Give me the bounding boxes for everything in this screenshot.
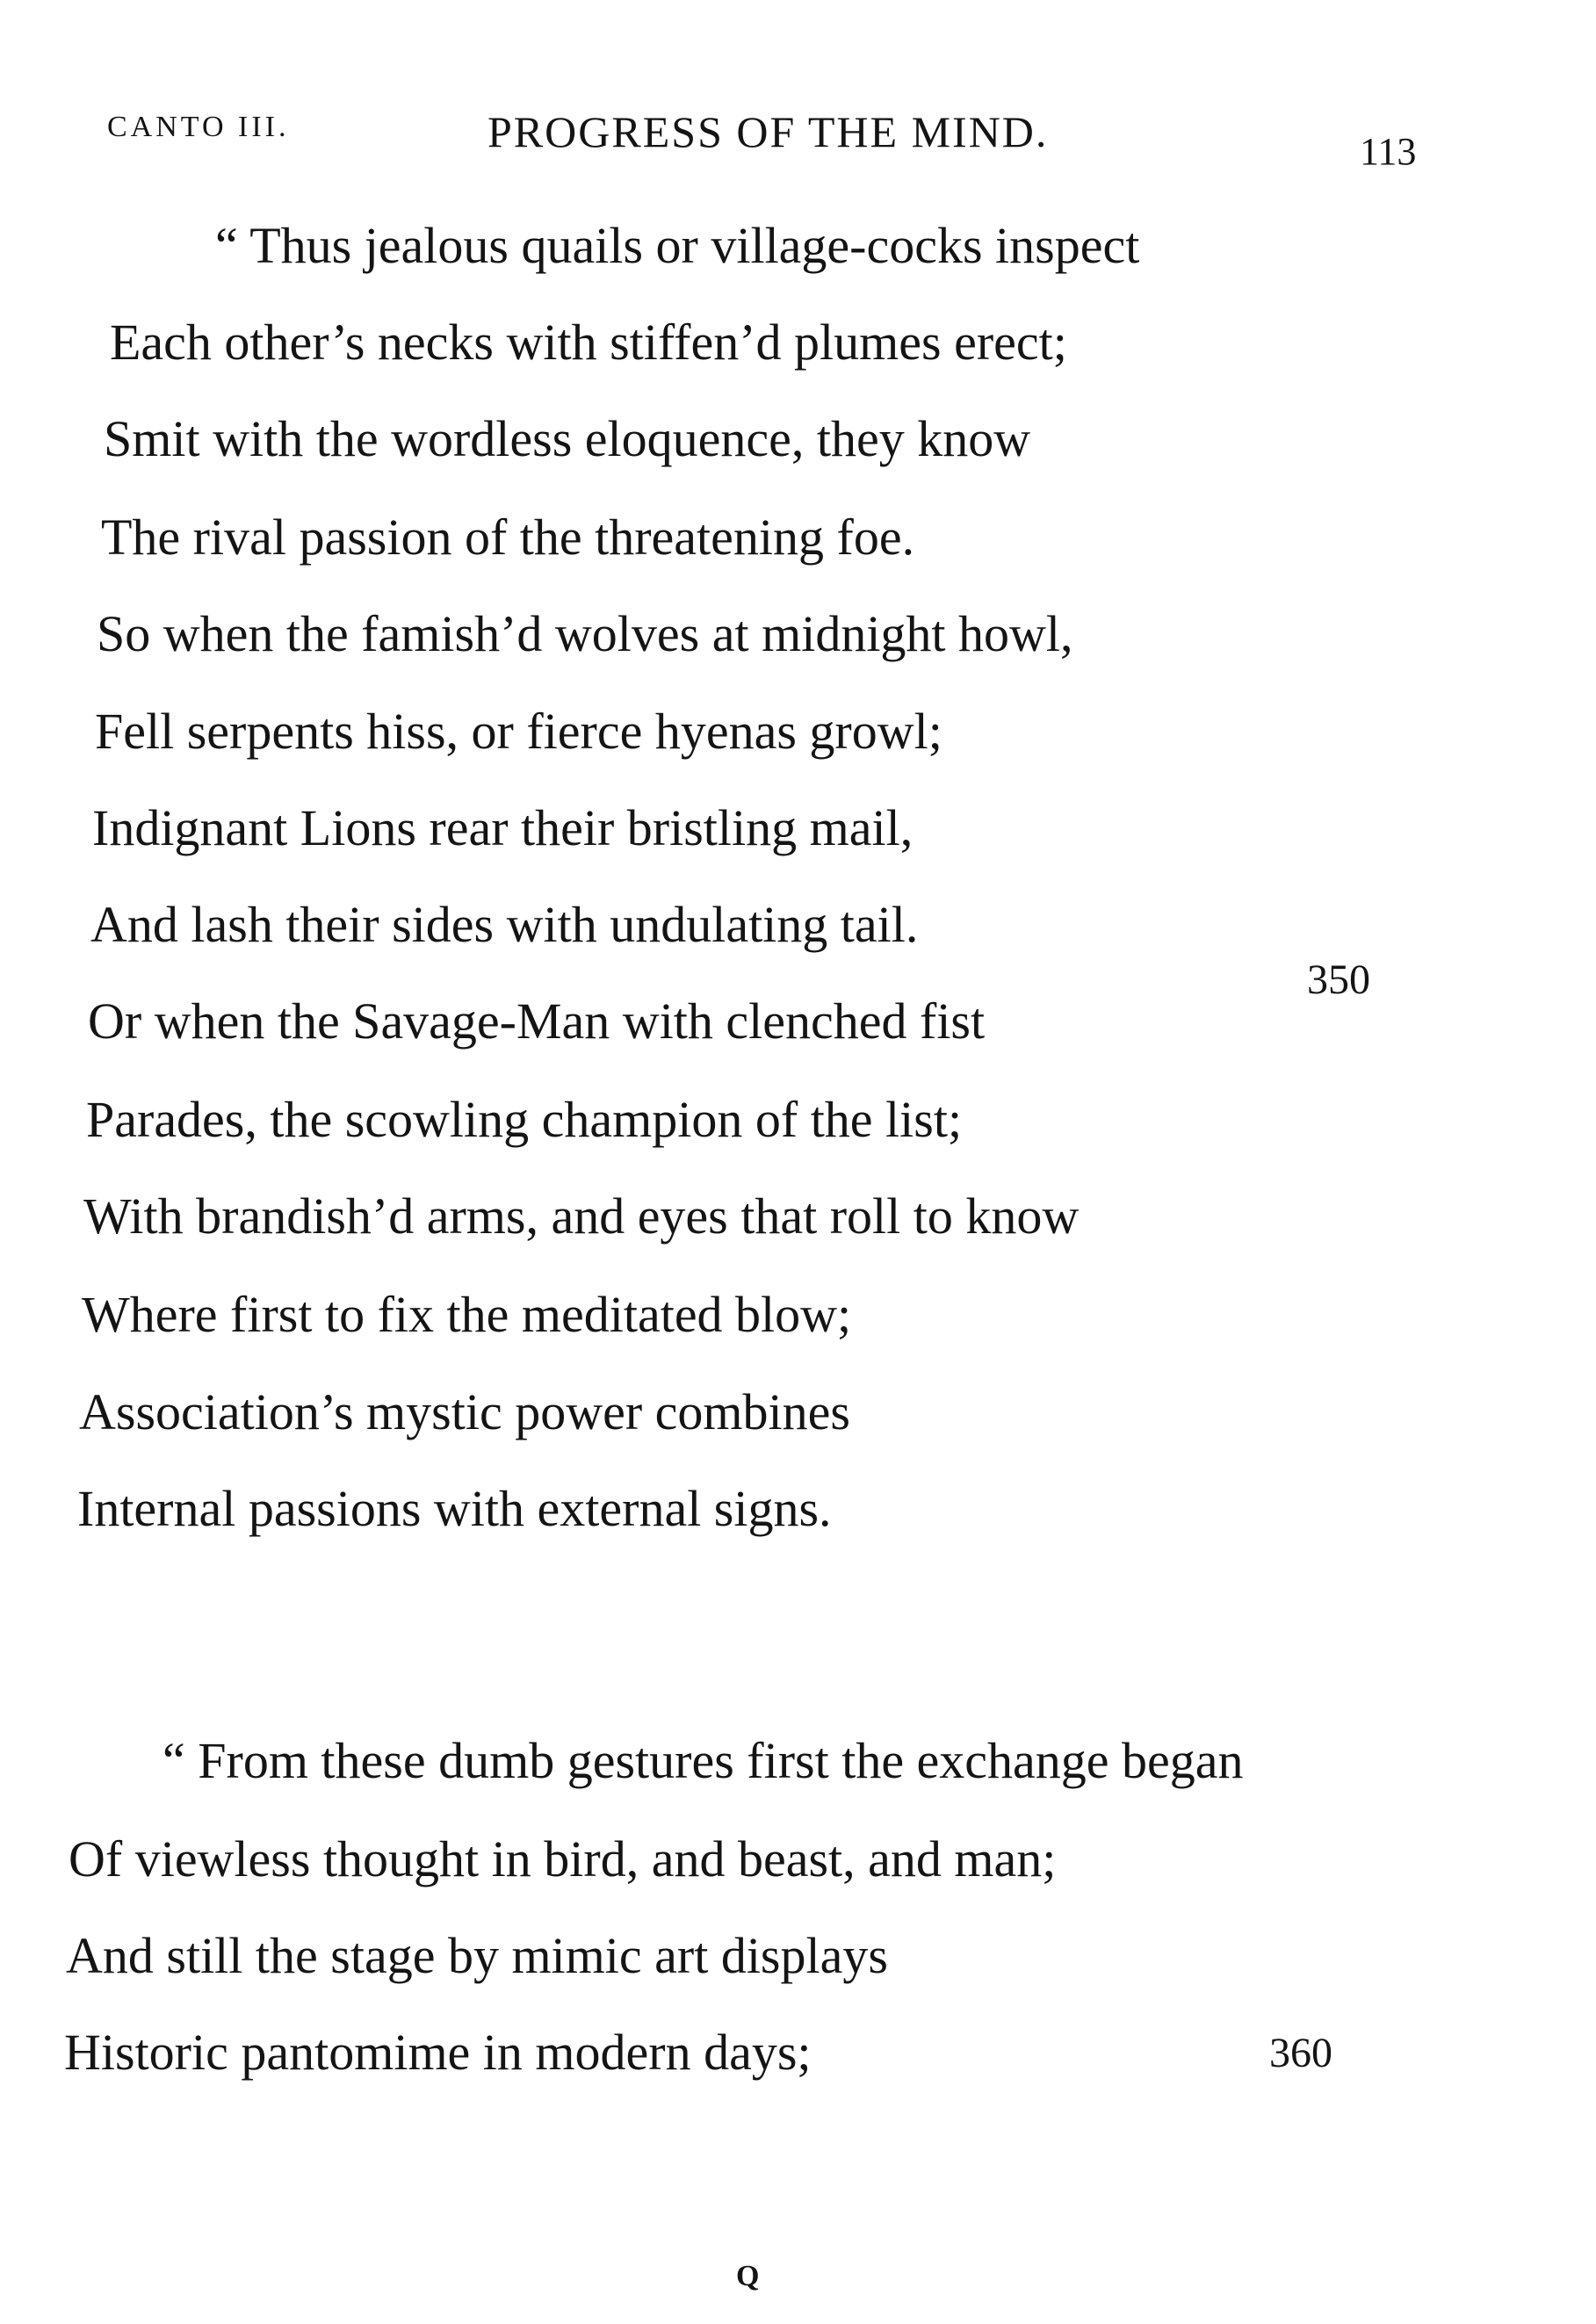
verse-line: Each other’s necks with stiffen’d plumes erect; bbox=[110, 314, 1067, 371]
verse-line: Indignant Lions rear their bristling mail, bbox=[92, 799, 914, 856]
verse-line: And lash their sides with undulating tail. bbox=[90, 896, 919, 953]
verse-line: Historic pantomime in modern days; bbox=[64, 2024, 812, 2081]
line-number: 350 bbox=[1307, 956, 1370, 1003]
verse-line: Where first to fix the meditated blow; bbox=[82, 1286, 852, 1343]
signature-mark: Q bbox=[736, 2260, 760, 2292]
verse-line: So when the famish’d wolves at midnight howl, bbox=[97, 605, 1073, 662]
running-title: PROGRESS OF THE MIND. bbox=[487, 107, 1049, 156]
verse-line: The rival passion of the threatening foe. bbox=[101, 509, 915, 566]
running-head bbox=[0, 0, 1596, 193]
line-number: 360 bbox=[1269, 2030, 1332, 2076]
page-number: 113 bbox=[1360, 130, 1417, 173]
verse-line: And still the stage by mimic art displays bbox=[66, 1927, 888, 1984]
verse-line: Parades, the scowling champion of the list; bbox=[86, 1091, 963, 1148]
verse-line: Smit with the wordless eloquence, they know bbox=[104, 410, 1031, 467]
canto-label: CANTO III. bbox=[107, 111, 290, 143]
verse-line: Fell serpents hiss, or fierce hyenas growl; bbox=[95, 703, 942, 760]
verse-line: “ From these dumb gestures first the exchange began bbox=[162, 1732, 1244, 1789]
verse-line: Association’s mystic power combines bbox=[79, 1383, 850, 1440]
verse-line: Internal passions with external signs. bbox=[77, 1480, 832, 1537]
verse-line: With brandish’d arms, and eyes that roll to know bbox=[83, 1187, 1080, 1245]
verse-line: Of viewless thought in bird, and beast, and man; bbox=[69, 1830, 1057, 1887]
verse-line: Or when the Savage-Man with clenched fist bbox=[88, 992, 986, 1050]
verse-line: “ Thus jealous quails or village-cocks inspect bbox=[215, 217, 1140, 274]
